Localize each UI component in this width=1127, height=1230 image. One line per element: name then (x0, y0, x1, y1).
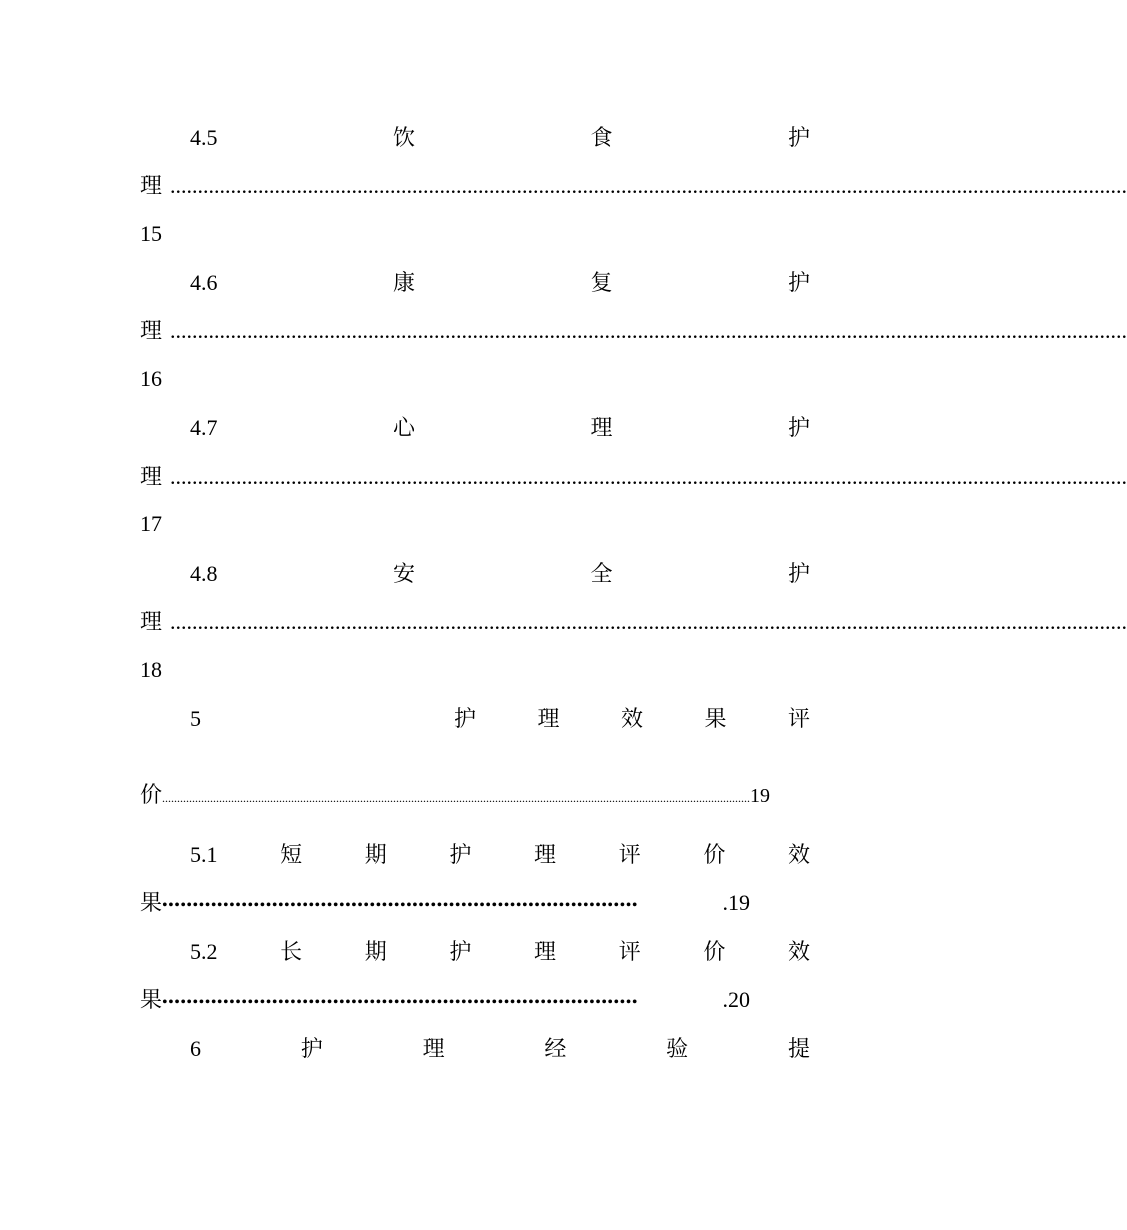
toc-number: 5.2 (190, 939, 218, 964)
toc-title-char: 期 (364, 939, 387, 964)
toc-title-char: 心 (392, 415, 415, 440)
toc-title-char: 期 (364, 842, 387, 867)
toc-title-char: 效 (620, 706, 643, 731)
toc-title-char: 短 (280, 842, 303, 867)
toc-title-char: 长 (280, 939, 303, 964)
toc-entry-5-2-leader (140, 986, 750, 1017)
toc-title-tail: 果 (140, 890, 163, 915)
toc-title-char: 果 (704, 706, 727, 731)
dot-leader: .............................................................................................................................................................................. (170, 464, 1127, 489)
toc-entry-6-heading (190, 1035, 810, 1063)
toc-title-char: 护 (787, 125, 810, 150)
toc-title-tail: 果 (140, 987, 163, 1012)
toc-number: 6 (190, 1036, 201, 1061)
toc-entry-5-2-heading (190, 938, 810, 966)
toc-title-char: 理 (534, 939, 557, 964)
toc-title-char: 价 (703, 939, 726, 964)
toc-entry-4-8-leader (140, 608, 1127, 636)
toc-title-char: 验 (666, 1036, 689, 1061)
dot-leader: •••••••••••••••••••••••••••••••••••••••••••••••••••••••••••••••••••••••••••••• (162, 897, 638, 914)
toc-title-char: 安 (392, 561, 415, 586)
toc-number: 4.8 (190, 561, 218, 586)
toc-page-number: 17 (140, 511, 162, 536)
toc-number: 4.7 (190, 415, 218, 440)
toc-page-number: .20 (722, 987, 750, 1012)
dot-leader: .............................................................................................................................................................................. (170, 609, 1127, 634)
toc-title-char: 全 (590, 561, 613, 586)
toc-title-char: 护 (787, 270, 810, 295)
toc-title-char: 价 (703, 842, 726, 867)
toc-entry-4-8-heading (190, 560, 810, 588)
toc-entry-4-7-leader (140, 463, 1127, 491)
dot-leader: .............................................................................................................................................................................. (170, 173, 1127, 198)
toc-title-char: 护 (787, 415, 810, 440)
toc-page-number: 15 (140, 221, 162, 246)
toc-title-char: 理 (590, 415, 613, 440)
toc-entry-5-heading (190, 705, 810, 733)
toc-entry-4-5-leader (140, 172, 1127, 200)
toc-entry-4-5-heading (190, 124, 810, 152)
dot-leader: .................................................................................................................................................................................................... (162, 791, 751, 805)
toc-title-char: 护 (453, 706, 476, 731)
toc-entry-4-6-leader (140, 317, 1127, 345)
toc-title-tail: 理 (140, 609, 163, 634)
toc-title-tail: 理 (140, 173, 163, 198)
toc-title-char: 评 (618, 939, 641, 964)
toc-entry-4-7-heading (190, 414, 810, 442)
toc-title-char: 效 (787, 939, 810, 964)
toc-entry-5-leader (140, 778, 771, 809)
toc-title-char: 护 (787, 561, 810, 586)
toc-title-tail: 理 (140, 464, 163, 489)
toc-title-char: 护 (449, 939, 472, 964)
toc-title-char: 评 (787, 706, 810, 731)
toc-entry-4-6-heading (190, 269, 810, 297)
toc-title-char: 提 (787, 1036, 810, 1061)
toc-entry-5-1-heading (190, 841, 810, 869)
toc-entry-5-1-leader (140, 889, 750, 920)
dot-leader: .............................................................................................................................................................................. (170, 318, 1127, 343)
dot-leader: •••••••••••••••••••••••••••••••••••••••••••••••••••••••••••••••••••••••••••••• (162, 994, 638, 1011)
toc-title-char: 理 (422, 1036, 445, 1061)
toc-title-char: 理 (534, 842, 557, 867)
toc-title-char: 食 (590, 125, 613, 150)
toc-page-number: 16 (140, 366, 162, 391)
toc-title-tail: 价 (140, 782, 163, 807)
toc-page-number: .19 (722, 890, 750, 915)
toc-page-number: 19 (750, 785, 771, 807)
toc-page-number: 18 (140, 657, 162, 682)
toc-title-tail: 理 (140, 318, 163, 343)
toc-title-char: 护 (449, 842, 472, 867)
toc-title-char: 饮 (392, 125, 415, 150)
toc-number: 5.1 (190, 842, 218, 867)
toc-number: 5 (190, 706, 201, 731)
toc-title-char: 理 (537, 706, 560, 731)
toc-title-char: 经 (544, 1036, 567, 1061)
toc-title-char: 效 (787, 842, 810, 867)
toc-title-char: 护 (300, 1036, 323, 1061)
toc-title-char: 康 (392, 270, 415, 295)
toc-number: 4.6 (190, 270, 218, 295)
toc-title-char: 评 (618, 842, 641, 867)
toc-title-char: 复 (590, 270, 613, 295)
toc-number: 4.5 (190, 125, 218, 150)
